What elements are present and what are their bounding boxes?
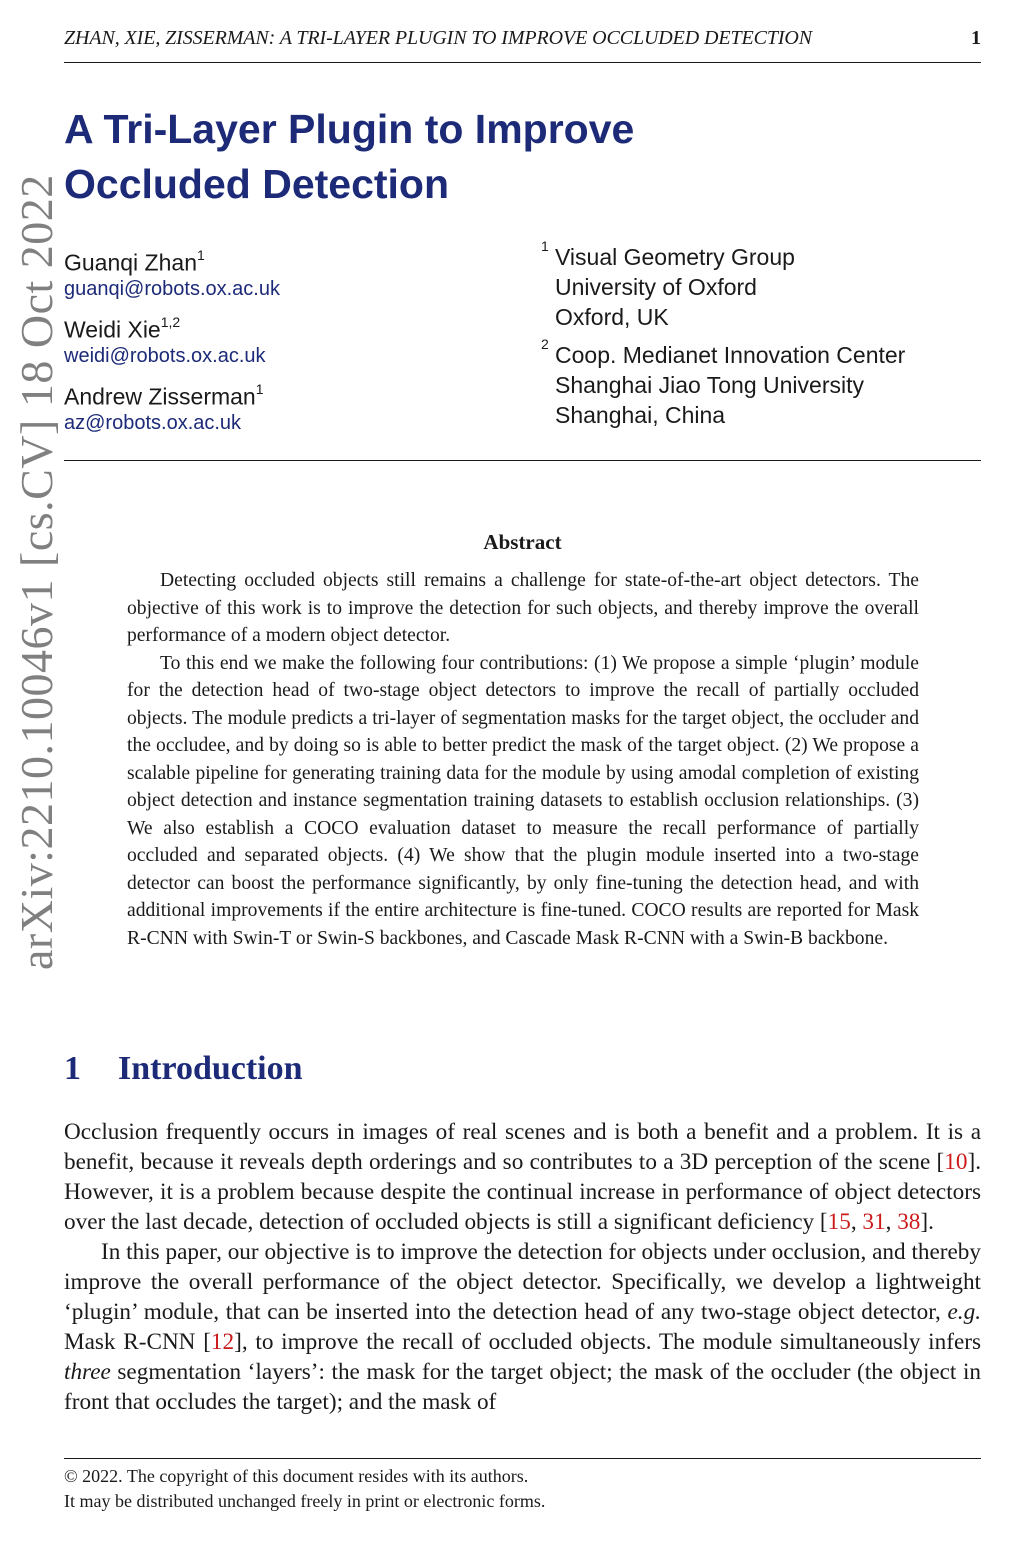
running-title: ZHAN, XIE, ZISSERMAN: A TRI-LAYER PLUGIN TO IMPROVE OCCLUDED DETECTION [64, 27, 813, 49]
intro-paragraph: Occlusion frequently occurs in images of real scenes and is both a benefit and a problem. It is a benefit, because it reveals depth orderings and so contributes to a 3D perception of the scene [10]. However, it is a problem because despite the continual increase in performance of object detectors over the last decade, detection of occluded objects is still a significant deficiency [15, 31, 38]. [64, 1119, 981, 1235]
arxiv-watermark: arXiv:2210.10046v1 [cs.CV] 18 Oct 2022 [11, 174, 62, 970]
author-name: Andrew Zisserman$^1$ [64, 381, 264, 410]
affiliation-line: Oxford, UK [555, 304, 669, 330]
section-heading [64, 1050, 981, 1088]
section-title: Introduction [118, 1050, 303, 1087]
abstract-body [127, 567, 919, 952]
author-affil-mark: 1 [255, 381, 264, 397]
affiliation [541, 336, 981, 430]
affiliation [541, 238, 981, 332]
running-header [64, 27, 981, 55]
footer-rule [64, 1458, 981, 1459]
copyright-line: © 2022. The copyright of this document resides with its authors. [64, 1466, 529, 1486]
citation-link[interactable]: 15 [827, 1209, 851, 1235]
paper-title [64, 102, 824, 212]
citation-link[interactable]: 10 [944, 1149, 968, 1175]
affiliation-mark: 1 [541, 238, 549, 254]
header-rule [64, 62, 981, 63]
author-name: Guanqi Zhan$^1$ [64, 247, 205, 276]
citation-link[interactable]: 12 [210, 1329, 235, 1355]
citation-link[interactable]: 38 [897, 1209, 921, 1235]
affiliation-line: Visual Geometry Group [555, 244, 795, 270]
affiliation-line: Shanghai, China [555, 402, 726, 428]
author-rule [64, 460, 981, 461]
page-number: 1 [971, 27, 981, 49]
intro-body [64, 1117, 981, 1417]
author-affil-mark: 1,2 [160, 314, 181, 330]
affiliation-block [541, 238, 981, 438]
abstract-paragraph: To this end we make the following four contributions: (1) We propose a simple ‘plugin’ module for the detection head of two-stage object detectors to improve the recall of partially occluded objects. The module predicts a tri-layer of segmentation masks for the target object, the occluder and the occludee, and by doing so is able to better predict the mask of the target object. (2) We propose a scalable pipeline for generating training data for the module by using amodal completion of existing object detection and instance segmentation training datasets to establish occlusion relationships. (3) We also establish a COCO evaluation dataset to measure the recall performance of partially occluded and separated objects. (4) We show that the plugin module inserted into a two-stage detector can boost the performance significantly, by only fine-tuning the detection head, and with additional improvements if the entire architecture is fine-tuned. COCO results are reported for Mask R-CNN with Swin-T or Swin-S backbones, and Cascade Mask R-CNN with a Swin-B backbone. [127, 652, 919, 949]
section-number: 1 [64, 1050, 81, 1087]
intro-paragraph: In this paper, our objective is to improve the detection for objects under occlusion, and thereby improve the overall performance of the object detector. Specifically, we develop a lightweight ‘plugin’ module, that can be inserted into the detection head of any two-stage object detector, e.g. Mask R-CNN [12], to improve the recall of occluded objects. The module simultaneously infers three segmentation ‘layers’: the mask for the target object; the mask of the occluder (the object in front that occludes the target); and the mask of [64, 1239, 981, 1415]
title-line-2: Occluded Detection [64, 161, 450, 207]
author-name: Weidi Xie$^{1,2}$ [64, 314, 181, 343]
abstract-heading: Abstract [483, 530, 562, 554]
distribution-line: It may be distributed unchanged freely in print or electronic forms. [64, 1491, 546, 1511]
author-email-link[interactable]: weidi@robots.ox.ac.uk [64, 345, 266, 367]
author-email-link[interactable]: az@robots.ox.ac.uk [64, 412, 242, 434]
author-email-link[interactable]: guanqi@robots.ox.ac.uk [64, 278, 280, 300]
citation-link[interactable]: 31 [862, 1209, 886, 1235]
affiliation-line: Coop. Medianet Innovation Center [555, 342, 906, 368]
abstract-paragraph: Detecting occluded objects still remains a challenge for state-of-the-art object detectors. The objective of this work is to improve the detection for such objects, and thereby improve the overall performance of a modern object detector. [127, 570, 919, 646]
title-line-1: A Tri-Layer Plugin to Improve [64, 106, 635, 152]
affiliation-line: University of Oxford [555, 274, 757, 300]
affiliation-mark: 2 [541, 336, 549, 352]
copyright-footer [64, 1464, 981, 1514]
affiliation-line: Shanghai Jiao Tong University [555, 372, 864, 398]
author-block [64, 242, 484, 443]
author-affil-mark: 1 [196, 247, 205, 263]
